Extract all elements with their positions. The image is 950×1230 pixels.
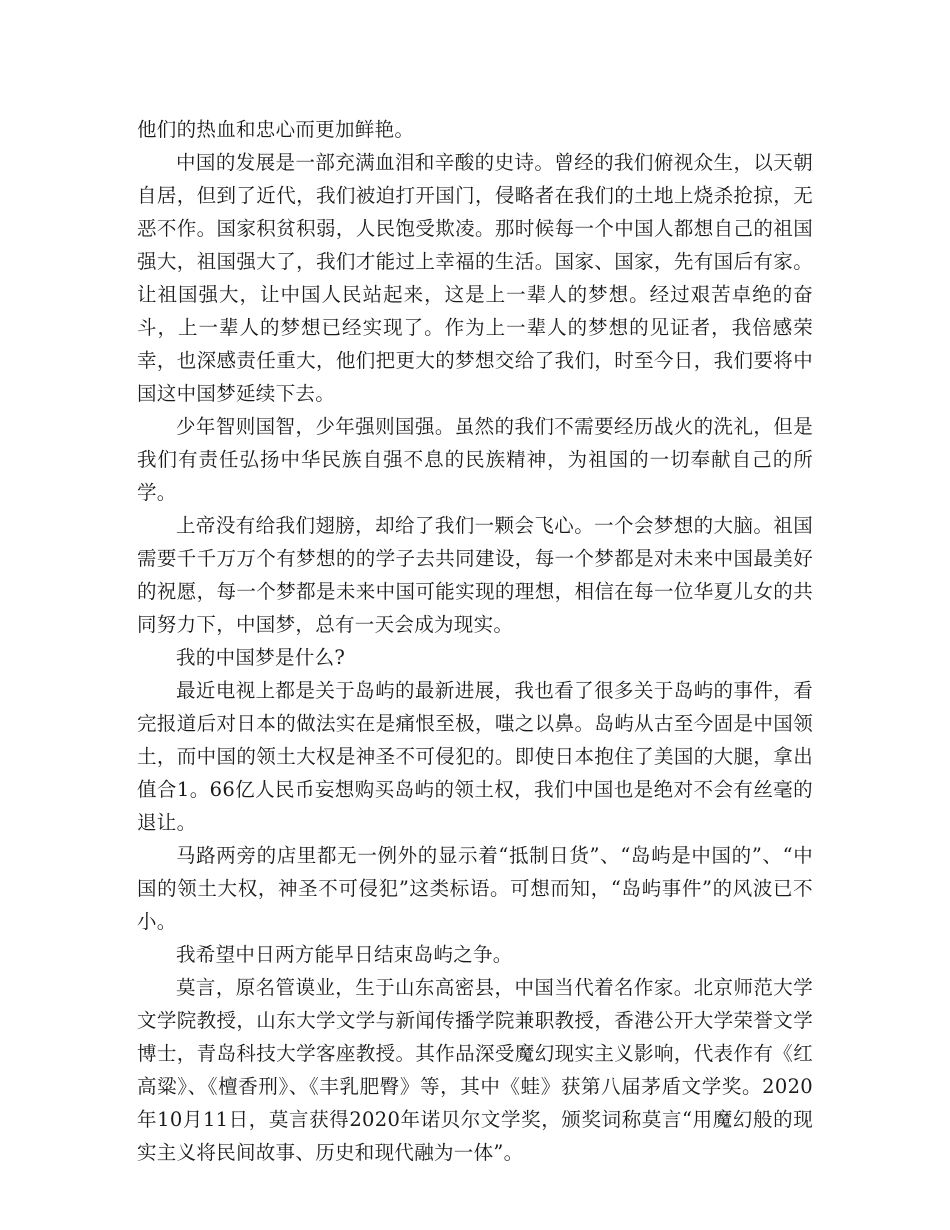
paragraph-mo-yan: 莫言，原名管谟业，生于山东高密县，中国当代着名作家。北京师范大学文学院教授，山东大学文学与新闻传播学院兼职教授，香港公开大学荣誉文学博士，青岛科技大学客座教授。其作品深受魔幻现实主义影响，代表作有《红高粱》、《檀香刑》、《丰乳肥臀》等，其中《蛙》获第八届茅盾文学奖。2020年10月11日，莫言获得2020年诺贝尔文学奖，颁奖词称莫言“用魔幻般的现实主义将民间故事、历史和现代融为一体”。 <box>137 976 813 1164</box>
document-body <box>137 113 813 1169</box>
paragraph-dream-mind: 上帝没有给我们翅膀，却给了我们一颗会飞心。一个会梦想的大脑。祖国需要千千万万个有梦想的的学子去共同建设，每一个梦都是对未来中国最美好的祝愿，每一个梦都是未来中国可能实现的理想，相信在每一位华夏儿女的共同努力下，中国梦，总有一天会成为现实。 <box>137 514 813 636</box>
paragraph-hope: 我希望中日两方能早日结束岛屿之争。 <box>176 943 513 966</box>
paragraph-question: 我的中国梦是什么? <box>176 646 346 669</box>
paragraph-continuation: 他们的热血和忠心而更加鲜艳。 <box>137 118 415 141</box>
paragraph-island-news: 最近电视上都是关于岛屿的最新进展，我也看了很多关于岛屿的事件，看完报道后对日本的做法实在是痛恨至极，嗤之以鼻。岛屿从古至今固是中国领土，而中国的领土大权是神圣不可侵犯的。即使日本抱住了美国的大腿，拿出值合1。66亿人民币妄想购买岛屿的领土权，我们中国也是绝对不会有丝毫的退让。 <box>137 679 813 834</box>
paragraph-china-history: 中国的发展是一部充满血泪和辛酸的史诗。曾经的我们俯视众生，以天朝自居，但到了近代，我们被迫打开国门，侵略者在我们的土地上烧杀抢掠，无恶不作。国家积贫积弱，人民饱受欺凌。那时候每一个中国人都想自己的祖国强大，祖国强大了，我们才能过上幸福的生活。国家、国家，先有国后有家。让祖国强大，让中国人民站起来，这是上一辈人的梦想。经过艰苦卓绝的奋斗，上一辈人的梦想已经实现了。作为上一辈人的梦想的见证者，我倍感荣幸，也深感责任重大，他们把更大的梦想交给了我们，时至今日，我们要将中国这中国梦延续下去。 <box>137 151 813 405</box>
paragraph-youth: 少年智则国智，少年强则国强。虽然的我们不需要经历战火的洗礼，但是我们有责任弘扬中华民族自强不息的民族精神，为祖国的一切奉献自己的所学。 <box>137 415 813 504</box>
paragraph-slogans: 马路两旁的店里都无一例外的显示着“抵制日货”、“岛屿是中国的”、“中国的领土大权，神圣不可侵犯”这类标语。可想而知，“岛屿事件”的风波已不小。 <box>137 844 813 933</box>
